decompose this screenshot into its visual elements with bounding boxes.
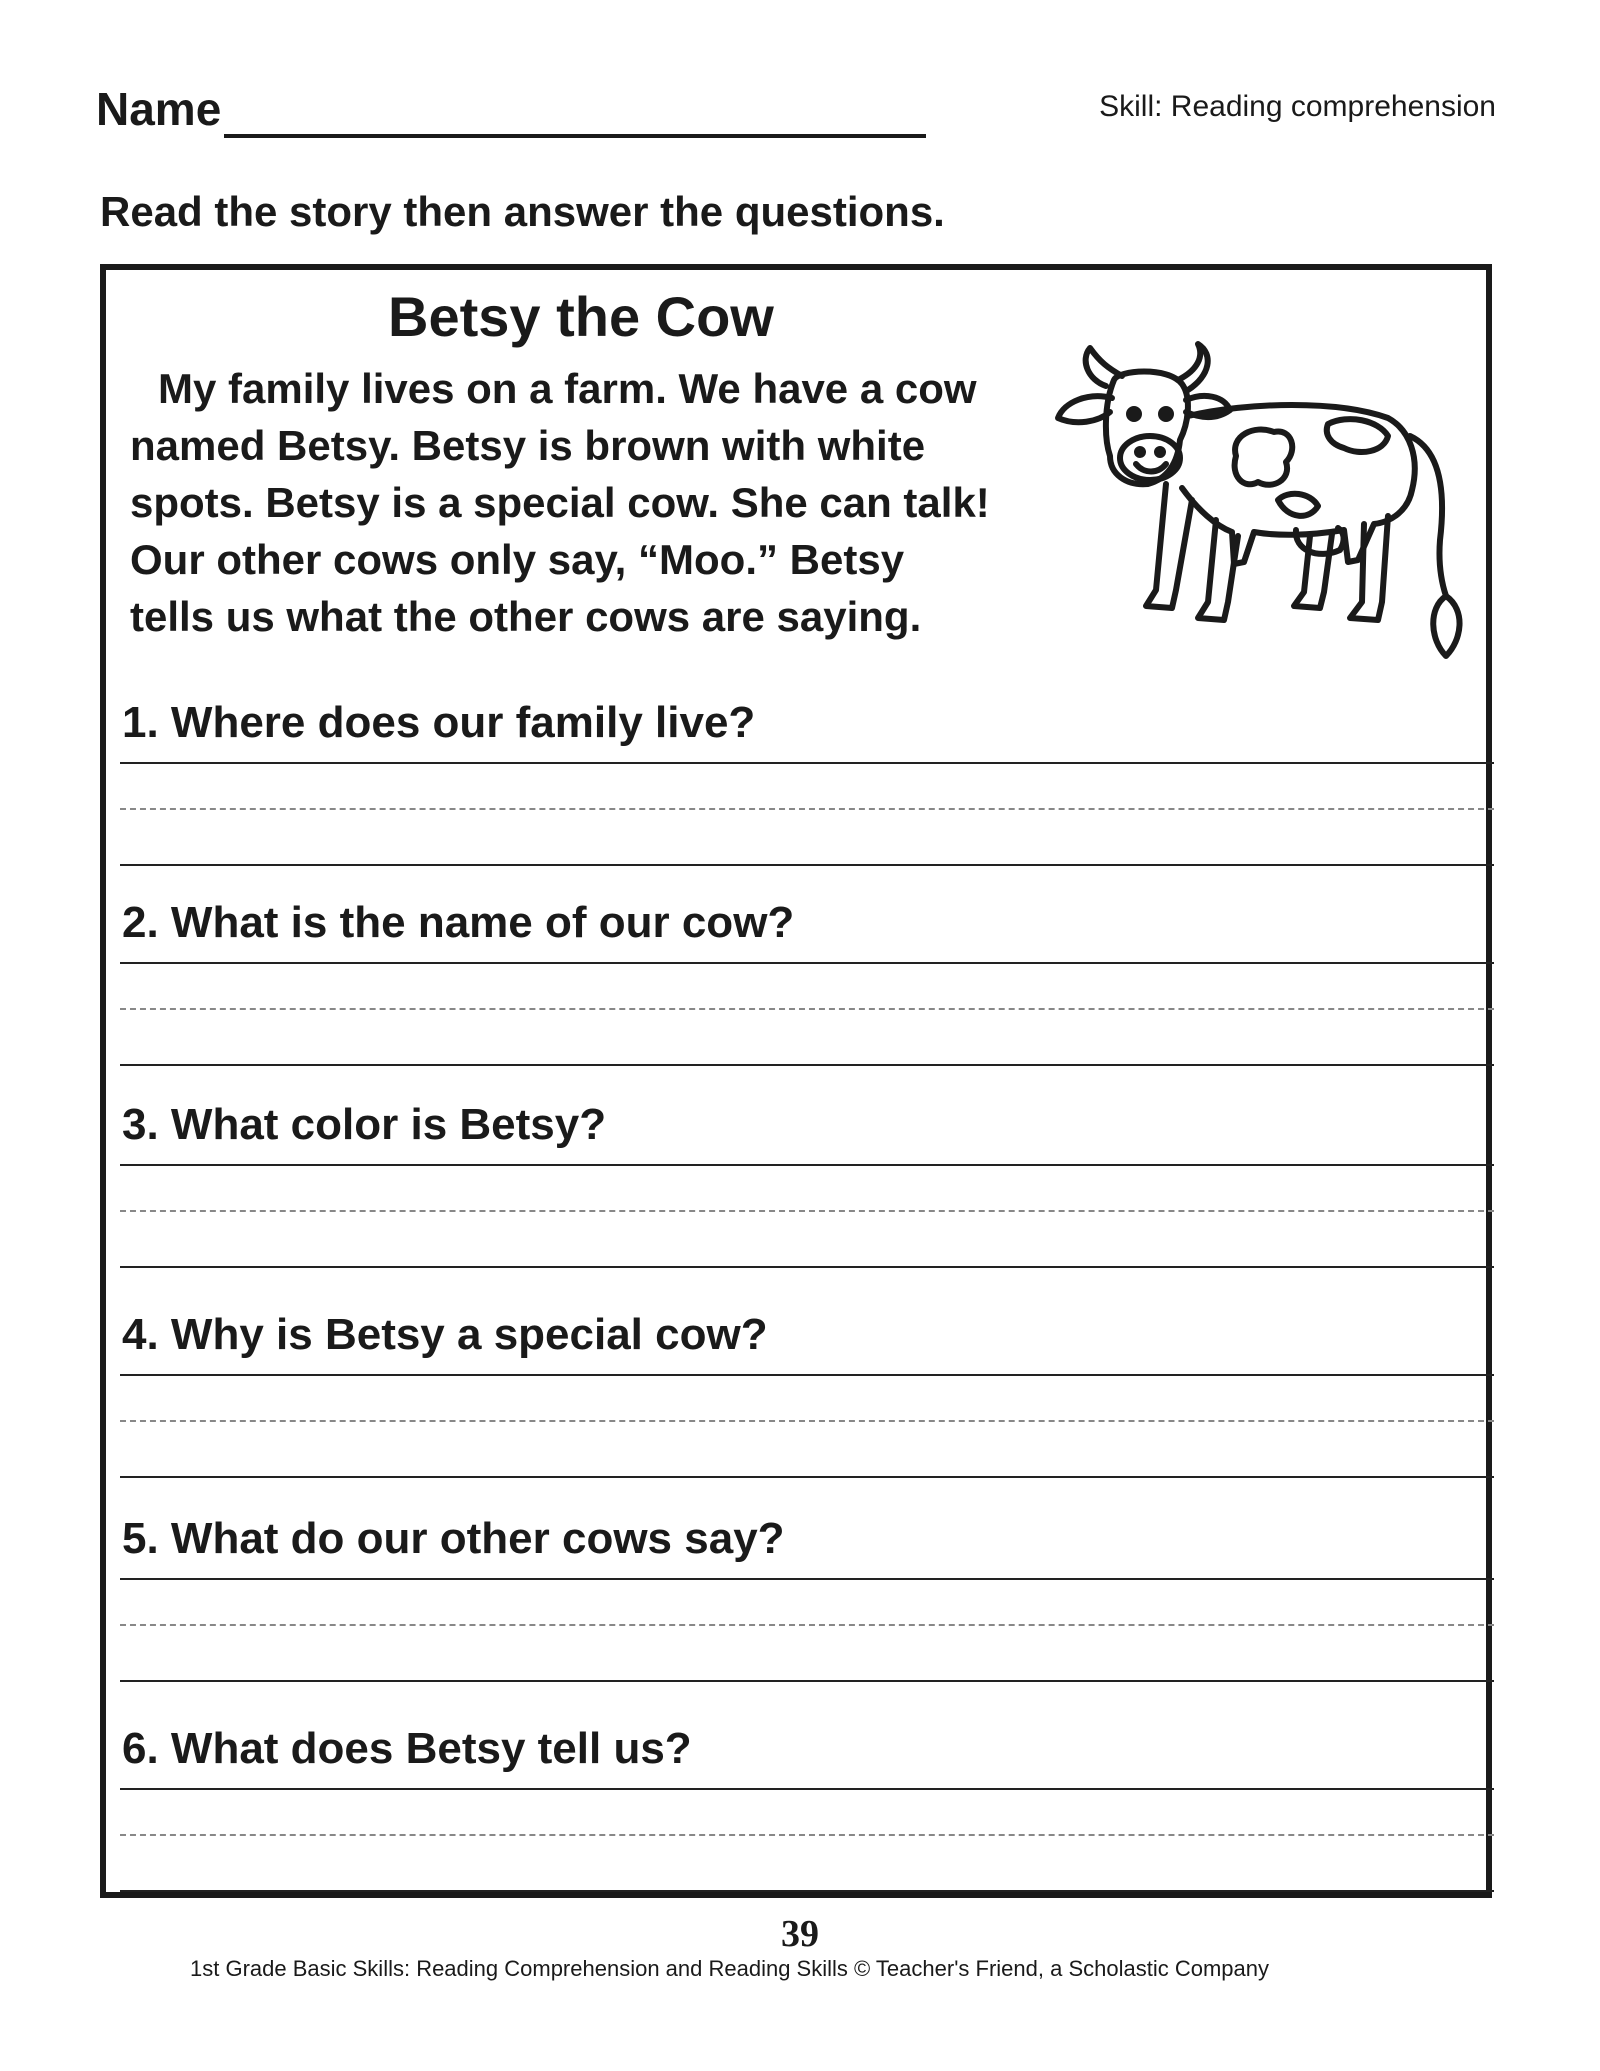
story-title: Betsy the Cow [388, 285, 774, 348]
skill-label: Skill: Reading comprehension [1099, 90, 1496, 123]
name-line[interactable] [224, 134, 926, 138]
cow-leg-front-left [1146, 484, 1192, 608]
question-1 [122, 698, 755, 748]
story-line: tells us what the other cows are saying. [130, 593, 922, 640]
answer-lines[interactable] [120, 762, 1494, 866]
cow-smile [1136, 464, 1166, 472]
question-text: 5. What do our other cows say? [122, 1514, 785, 1563]
question-3 [122, 1100, 606, 1150]
question-4 [122, 1310, 768, 1360]
story-line: My family lives on a farm. We have a cow [158, 365, 977, 412]
answer-lines[interactable] [120, 1578, 1494, 1682]
question-2 [122, 898, 794, 948]
cow-spot [1278, 494, 1318, 516]
cow-eye-right [1161, 409, 1171, 419]
answer-lines[interactable] [120, 1788, 1494, 1892]
answer-lines[interactable] [120, 962, 1494, 1066]
cow-nostril-right [1157, 449, 1163, 455]
question-text: 2. What is the name of our cow? [122, 898, 795, 947]
question-6 [122, 1724, 692, 1774]
story-line: spots. Betsy is a special cow. She can talk! [130, 479, 990, 526]
story-text [130, 360, 1050, 645]
cow-eye-left [1129, 409, 1139, 419]
story-line: Our other cows only say, “Moo.” Betsy [130, 536, 905, 583]
story-line: named Betsy. Betsy is brown with white [130, 422, 926, 469]
instructions: Read the story then answer the questions. [100, 188, 945, 235]
cow-nostril-left [1137, 449, 1143, 455]
answer-lines[interactable] [120, 1164, 1494, 1268]
page-number: 39 [781, 1913, 819, 1955]
answer-lines[interactable] [120, 1374, 1494, 1478]
question-text: 1. Where does our family live? [122, 698, 756, 747]
cow-illustration [1048, 340, 1498, 708]
cow-tail-tuft [1433, 596, 1459, 656]
name-label: Name [96, 83, 222, 135]
question-text: 4. Why is Betsy a special cow? [122, 1310, 768, 1359]
cow-spot [1235, 429, 1293, 484]
question-text: 3. What color is Betsy? [122, 1100, 607, 1149]
question-text: 6. What does Betsy tell us? [122, 1724, 692, 1773]
footer-credit: 1st Grade Basic Skills: Reading Comprehension and Reading Skills © Teacher's Friend, a Scholastic Company [190, 1956, 1269, 1981]
question-5 [122, 1514, 785, 1564]
cow-spot [1327, 419, 1388, 452]
